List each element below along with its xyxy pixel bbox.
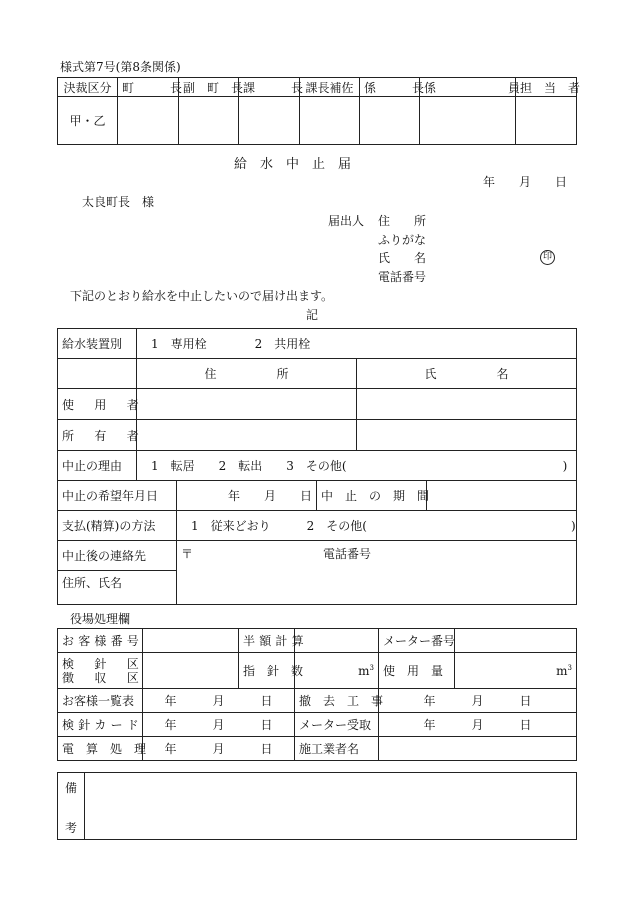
customer-number-field[interactable] xyxy=(143,629,239,653)
reading-card-label: 検針カード xyxy=(58,713,143,737)
approval-stamp-cell[interactable] xyxy=(179,97,239,145)
approval-header: 副 町 長 xyxy=(179,78,239,97)
reading-area-line1: 検 針 区 xyxy=(62,656,144,671)
addressee: 太良町長 様 xyxy=(82,195,155,209)
approval-header: 決裁区分 xyxy=(58,78,118,97)
contact-phone-label: 電話番号 xyxy=(323,547,372,561)
reading-area-label xyxy=(58,653,143,689)
half-calc-label: 半額計算 xyxy=(239,629,295,653)
user-address-field[interactable] xyxy=(137,389,357,420)
reason-label: 中止の理由 xyxy=(58,451,137,481)
calc-process-date[interactable]: 年 月 日 xyxy=(143,737,295,761)
desired-date-label: 中止の希望年月日 xyxy=(58,481,177,511)
office-section-heading: 役場処理欄 xyxy=(70,612,131,626)
address-name-label: 住所、氏名 xyxy=(58,571,177,605)
approval-stamp-cell[interactable] xyxy=(420,97,516,145)
seal-icon xyxy=(540,248,555,265)
meter-receipt-label: メーター受取 xyxy=(295,713,379,737)
device-type-label: 給水装置別 xyxy=(58,329,137,359)
desired-date-field[interactable]: 年 月 日 xyxy=(177,481,317,511)
user-name-field[interactable] xyxy=(357,389,577,420)
meter-reading-label: 指 針 数 xyxy=(239,653,295,689)
usage-field[interactable]: $m^3$ xyxy=(455,653,577,689)
main-form-table xyxy=(57,328,577,605)
remarks-label: 備 考 xyxy=(58,773,85,840)
approval-header: 課長補佐 xyxy=(300,78,360,97)
contact-label: 中止後の連絡先 xyxy=(58,541,177,571)
owner-label: 所 有 者 xyxy=(58,420,137,451)
calc-process-label: 電 算 処 理 xyxy=(58,737,143,761)
period-field[interactable] xyxy=(427,481,577,511)
name-column-header: 氏 名 xyxy=(357,359,577,389)
office-table xyxy=(57,628,577,761)
postal-mark: 〒 xyxy=(181,547,194,561)
meter-reading-field[interactable]: $m^3$ xyxy=(295,653,379,689)
approval-stamp-cell[interactable] xyxy=(239,97,300,145)
applicant-name-label: 氏 名 xyxy=(378,251,427,265)
customer-list-date[interactable]: 年 月 日 xyxy=(143,689,295,713)
blank-header xyxy=(58,359,137,389)
contractor-field[interactable] xyxy=(379,737,577,761)
approval-table xyxy=(57,77,581,145)
approval-header: 係 長 xyxy=(360,78,420,97)
customer-number-label: お客様番号 xyxy=(58,629,143,653)
meter-receipt-date[interactable]: 年 月 日 xyxy=(379,713,577,737)
approval-stamp-cell[interactable] xyxy=(516,97,577,145)
device-type-options[interactable]: 1 専用栓 2 共用栓 xyxy=(137,329,577,359)
contractor-label: 施工業者名 xyxy=(295,737,379,761)
payment-label: 支払(精算)の方法 xyxy=(58,511,177,541)
approval-header: 係 員 xyxy=(420,78,516,97)
approval-header: 町 長 xyxy=(118,78,179,97)
form-title: 給 水 中 止 届 xyxy=(234,157,352,172)
applicant-phone-label: 電話番号 xyxy=(378,270,427,284)
meter-number-label: メーター番号 xyxy=(379,629,455,653)
contact-field[interactable] xyxy=(177,541,577,605)
removal-work-date[interactable]: 年 月 日 xyxy=(379,689,577,713)
form-number: 様式第7号(第8条関係) xyxy=(60,60,181,74)
period-label: 中 止 の 期 間 xyxy=(317,481,427,511)
applicant-address-label: 住 所 xyxy=(378,214,427,228)
approval-stamp-cell[interactable] xyxy=(300,97,360,145)
owner-address-field[interactable] xyxy=(137,420,357,451)
reading-area-field[interactable] xyxy=(143,653,239,689)
submission-date: 年 月 日 xyxy=(483,175,568,189)
removal-work-label: 撤 去 工 事 xyxy=(295,689,379,713)
seal-label: 印 xyxy=(540,250,555,265)
applicant-label: 届出人 xyxy=(328,214,365,228)
user-label: 使 用 者 xyxy=(58,389,137,420)
reading-card-date[interactable]: 年 月 日 xyxy=(143,713,295,737)
owner-name-field[interactable] xyxy=(357,420,577,451)
approval-header: 担 当 者 xyxy=(516,78,577,97)
approval-class-value: 甲・乙 xyxy=(58,97,118,145)
approval-stamp-cell[interactable] xyxy=(118,97,179,145)
intro-text: 下記のとおり給水を中止したいので届け出ます。 xyxy=(70,289,334,303)
approval-stamp-cell[interactable] xyxy=(360,97,420,145)
reason-options[interactable]: 1 転居 2 転出 3 その他( ) xyxy=(137,451,577,481)
applicant-furigana-label: ふりがな xyxy=(378,233,427,247)
ki-label: 記 xyxy=(306,308,319,322)
address-column-header: 住 所 xyxy=(137,359,357,389)
approval-header: 課 長 xyxy=(239,78,300,97)
reading-area-line2: 徴 収 区 xyxy=(62,670,144,685)
meter-number-field[interactable] xyxy=(455,629,577,653)
customer-list-label: お客様一覧表 xyxy=(58,689,143,713)
payment-options[interactable]: 1 従来どおり 2 その他( ) xyxy=(177,511,577,541)
remarks-table xyxy=(57,772,577,840)
remarks-field[interactable] xyxy=(85,773,577,840)
usage-label: 使 用 量 xyxy=(379,653,455,689)
